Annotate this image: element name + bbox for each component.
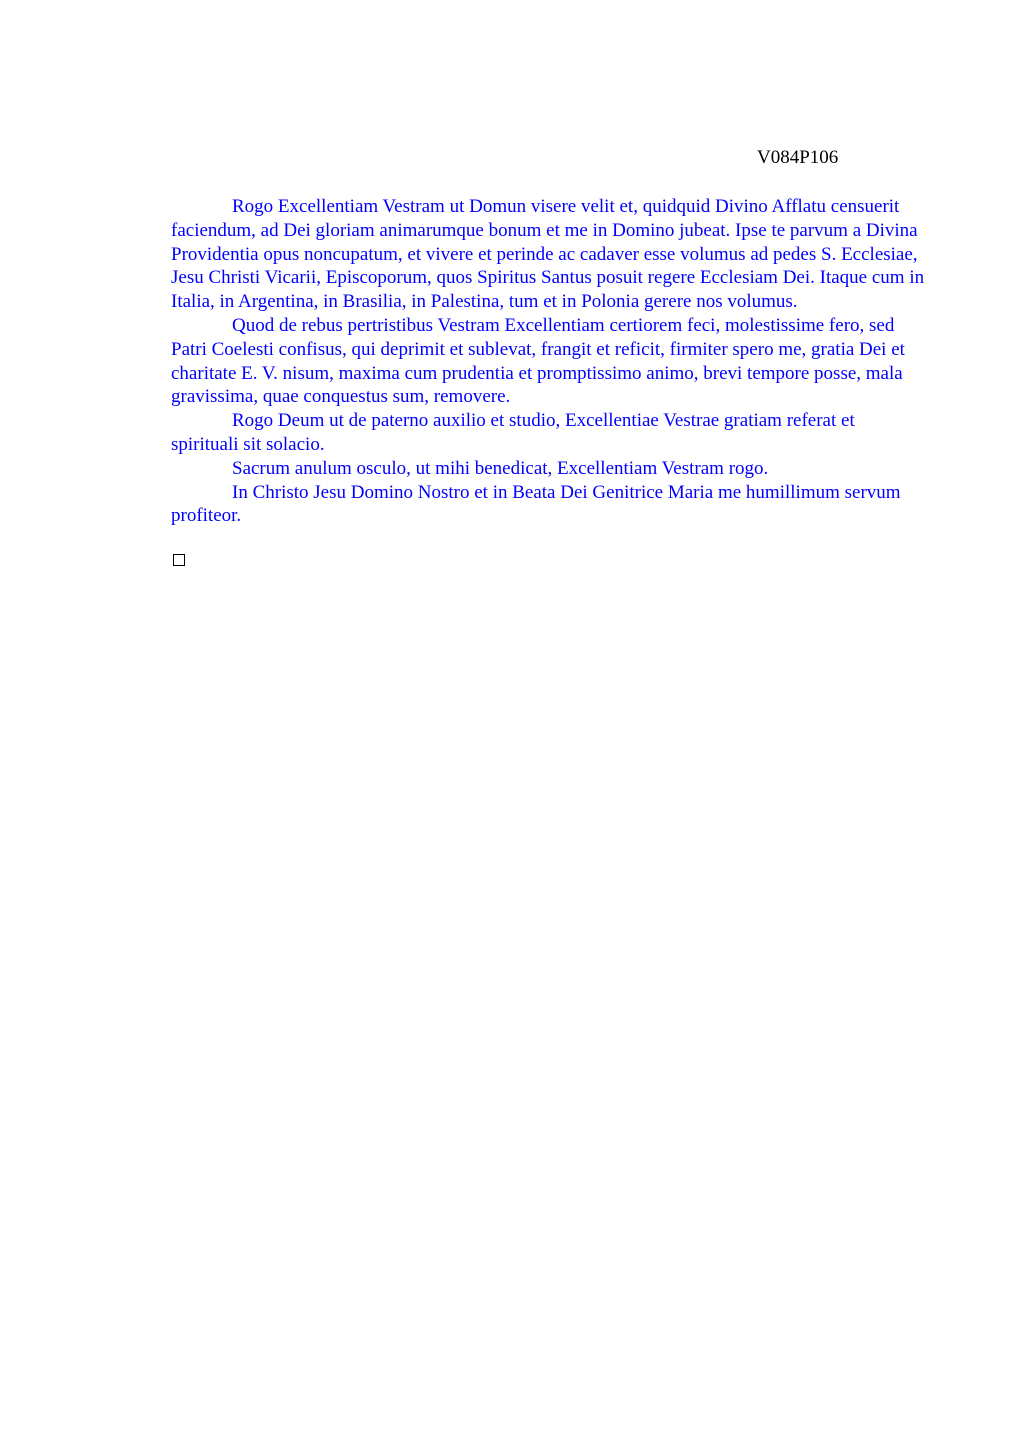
paragraph-1: Rogo Excellentiam Vestram ut Domun visere velit et, quidquid Divino Afflatu censuerit faciendum, ad Dei gloriam animarumque bonum et me in Domino jubeat. Ipse te parvum a Divina Providentia opus noncupatum, et vivere et perinde ac cadaver esse volumus ad pedes S. Ecclesiae, Jesu Christi Vicarii, Episcoporum, quos Spiritus Santus posuit regere Ecclesiam Dei. Itaque cum in Italia, in Argentina, in Brasilia, in Palestina, tum et in Polonia gerere nos volumus.: [171, 196, 925, 313]
square-outline-icon: [173, 554, 185, 566]
paragraph-3: Rogo Deum ut de paterno auxilio et studio, Excellentiae Vestrae gratiam referat et spirituali sit solacio.: [171, 410, 855, 455]
letter-body: [171, 195, 927, 528]
paragraph-5: In Christo Jesu Domino Nostro et in Beata Dei Genitrice Maria me humillimum servum profiteor.: [171, 481, 901, 527]
paragraph-4: Sacrum anulum osculo, ut mihi benedicat, Excellentiam Vestram rogo.: [232, 457, 769, 479]
paragraph-2: Quod de rebus pertristibus Vestram Excellentiam certiorem feci, molestissime fero, sed Patri Coelesti confisus, qui deprimit et sublevat, frangit et reficit, firmiter spero me, gratia Dei et charitate E. V. nisum, maxima cum prudentia et promptissimo animo, brevi tempore posse, mala gravissima, quae conquestus sum, removere.: [171, 314, 905, 408]
page-reference: V084P106: [757, 147, 839, 168]
